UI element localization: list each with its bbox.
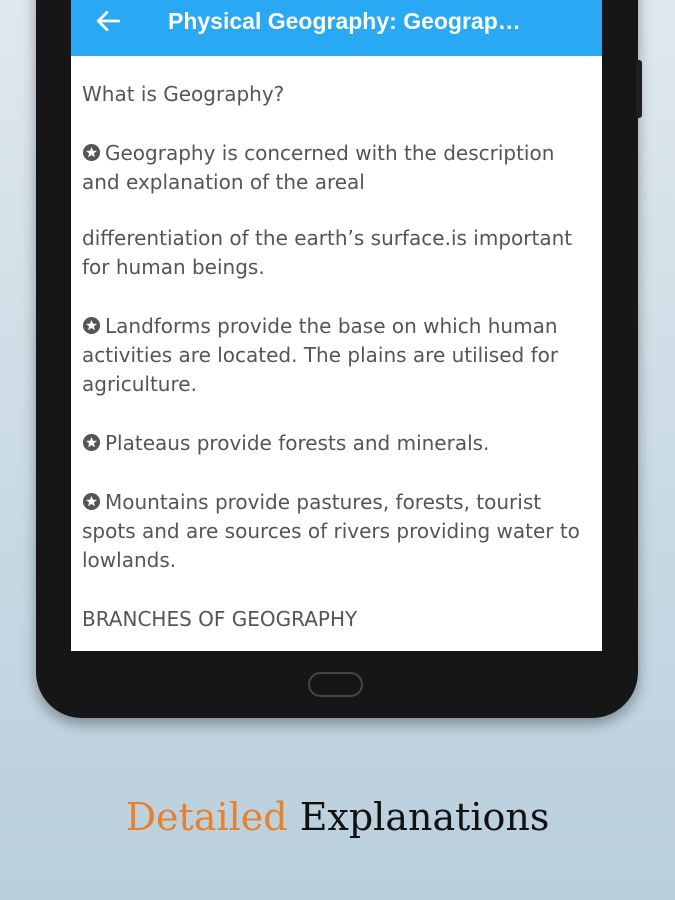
arrow-left-icon: [95, 10, 121, 32]
star-circle-icon: [82, 433, 101, 452]
star-circle-icon: [82, 143, 101, 162]
app-bar: [71, 0, 602, 56]
paragraph-text: differentiation of the earth’s surface.is important for human beings.: [82, 226, 573, 279]
article-paragraph: [82, 139, 594, 197]
star-circle-icon: [82, 492, 101, 511]
article-content: [82, 80, 594, 634]
promo-caption: [0, 794, 675, 840]
home-button[interactable]: [308, 672, 363, 697]
article-heading: What is Geography?: [82, 82, 285, 106]
section-heading: BRANCHES OF GEOGRAPHY: [82, 607, 358, 631]
paragraph-text: Geography is concerned with the description and explanation of the areal: [82, 141, 555, 194]
article-paragraph: [82, 312, 594, 399]
page-title: Physical Geography: Geograp…: [168, 8, 521, 34]
back-button[interactable]: [89, 6, 127, 36]
article-paragraph: [82, 488, 594, 575]
article-paragraph: [82, 429, 594, 458]
paragraph-text: Plateaus provide forests and minerals.: [105, 431, 490, 455]
tablet-side-button: [636, 60, 642, 118]
article-paragraph: [82, 224, 594, 282]
paragraph-text: Landforms provide the base on which human activities are located. The plains are utilised for agriculture.: [82, 314, 559, 396]
caption-text: Explanations: [299, 795, 550, 839]
caption-accent-word: Detailed: [125, 795, 288, 839]
paragraph-text: Mountains provide pastures, forests, tourist spots and are sources of rivers providing water to lowlands.: [82, 490, 580, 572]
star-circle-icon: [82, 316, 101, 335]
app-screen: [71, 0, 602, 651]
